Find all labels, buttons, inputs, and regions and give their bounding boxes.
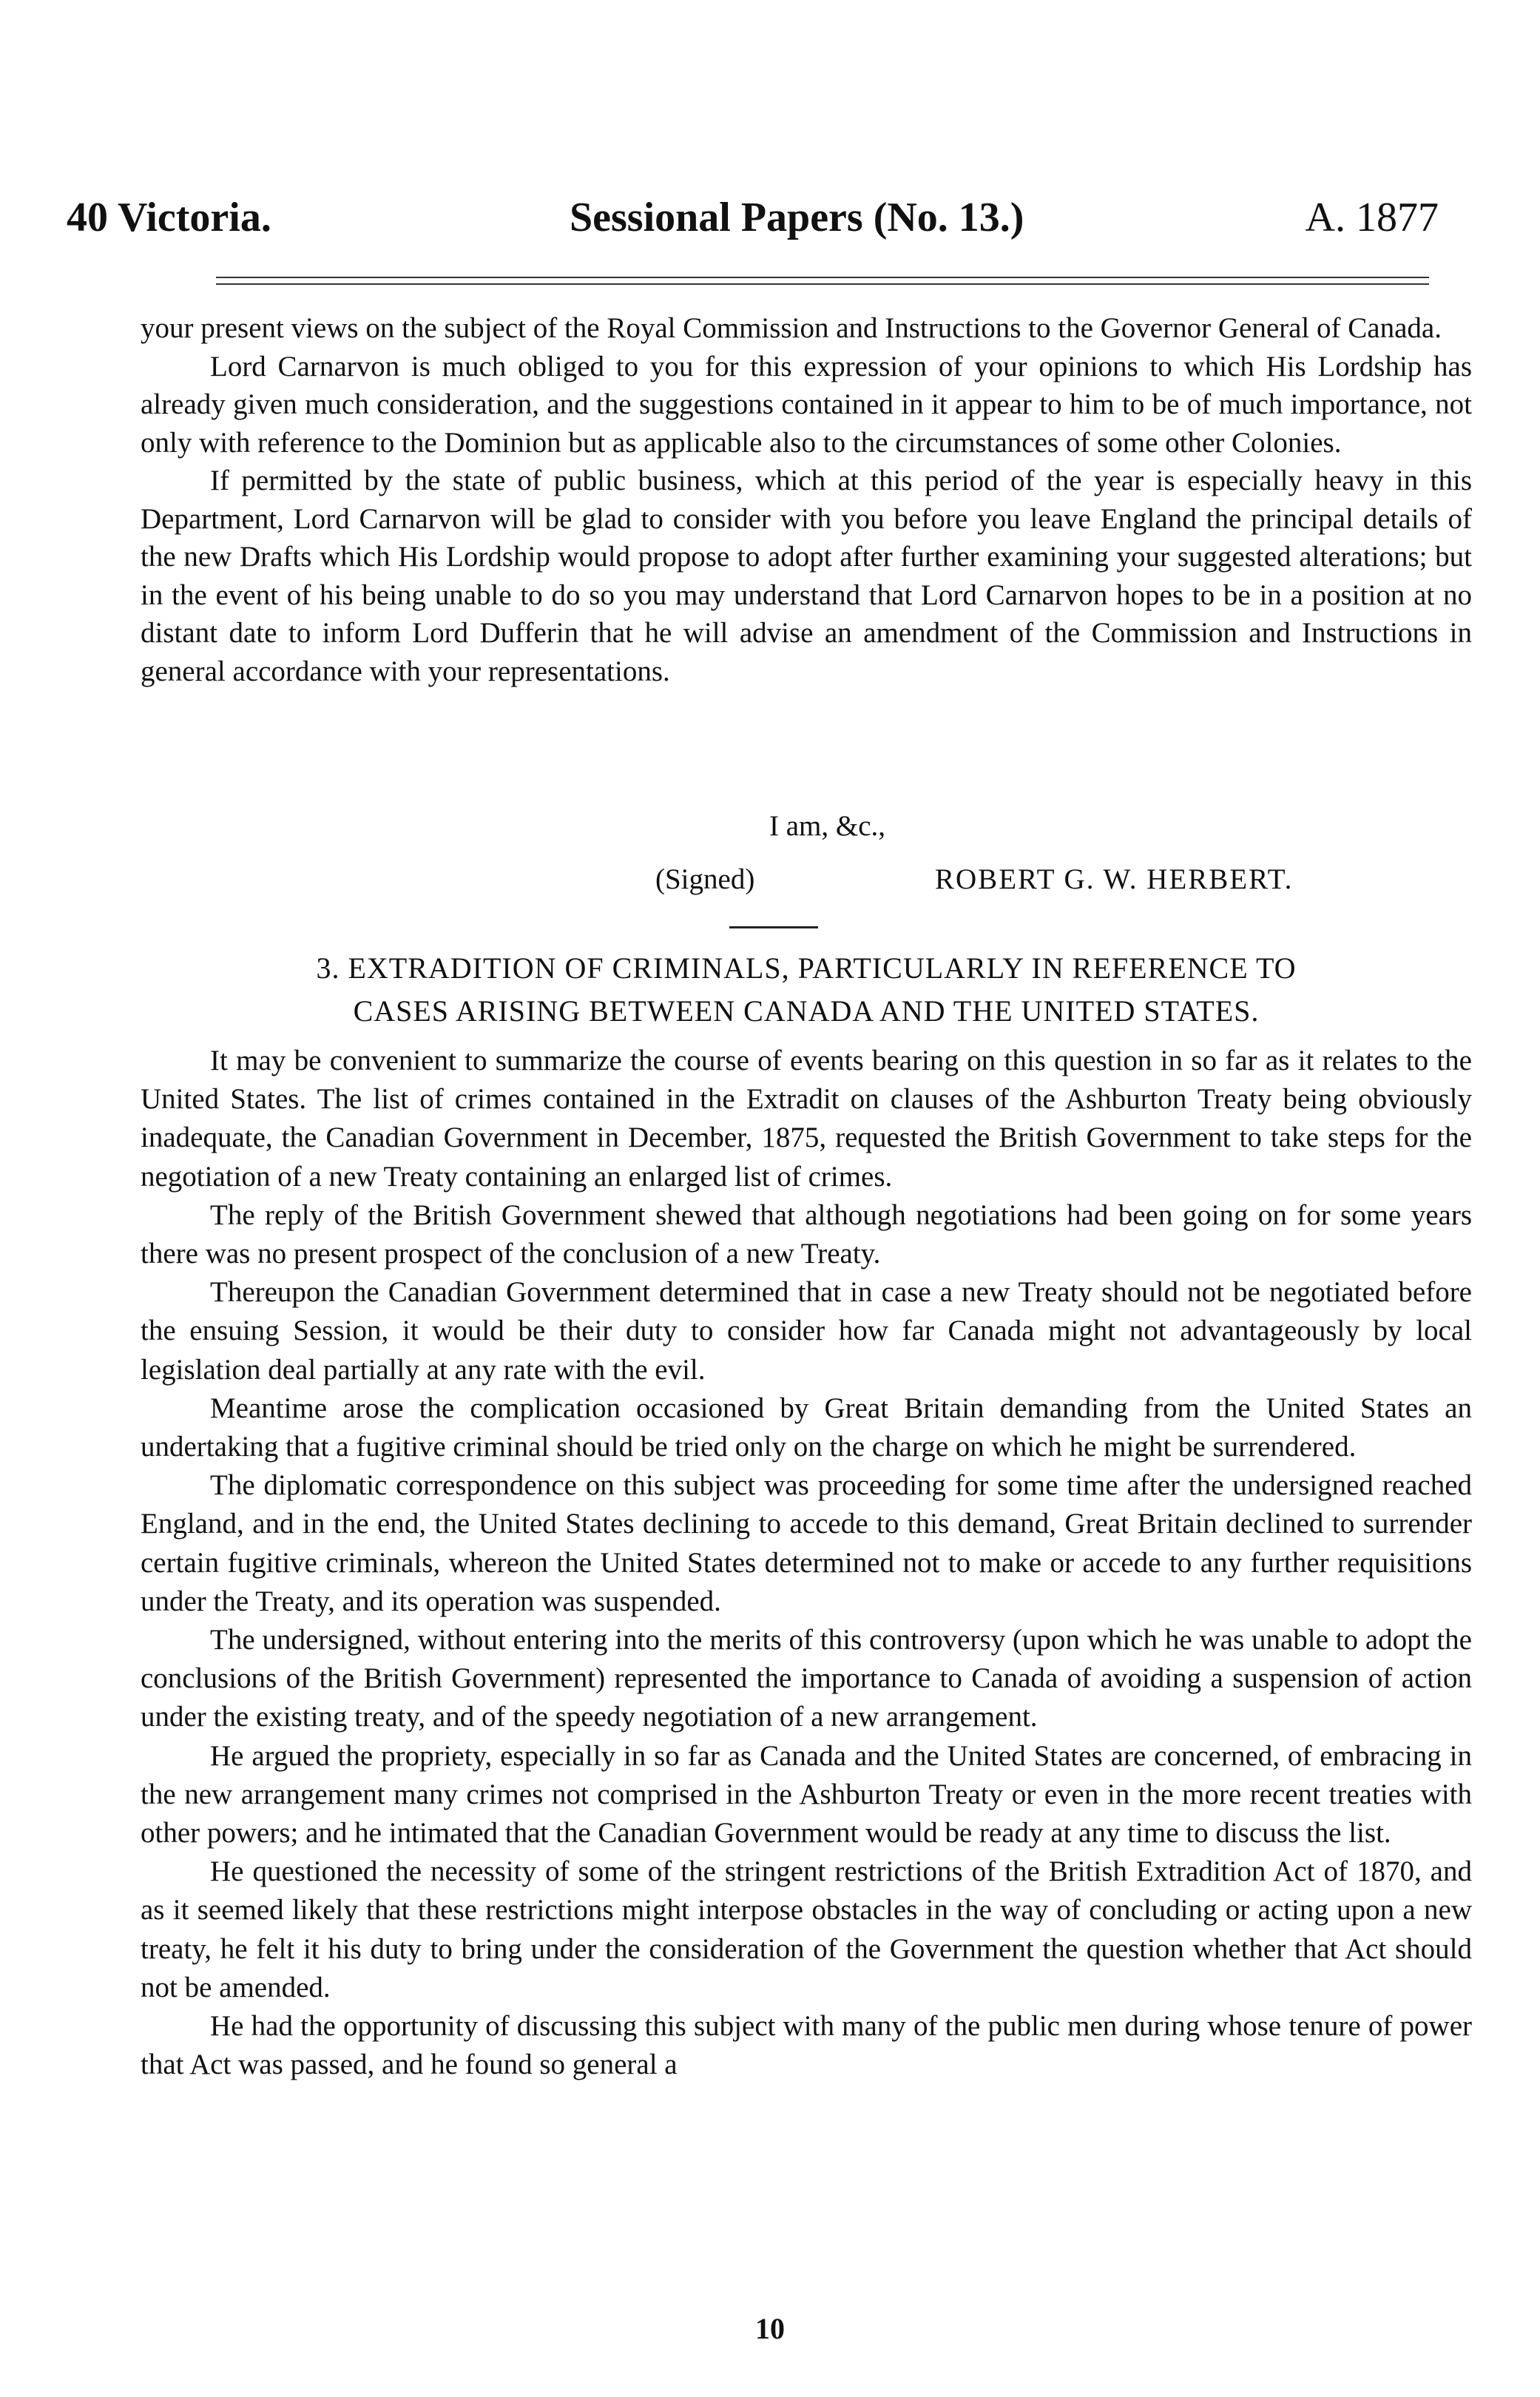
- paragraph: Thereupon the Canadian Government determined that in case a new Treaty should not be negotiated before the ensuing Session, it would be their duty to consider how far Canada might not advantageously by local legislation deal partially at any rate with the evil.: [141, 1276, 1472, 1386]
- paragraph: If permitted by the state of public business, which at this period of the year is especially heavy in this Department, Lord Carnarvon will be glad to consider with you before you leave England the principal details of the new Drafts which His Lordship would propose to adopt after further examining your suggested alterations; but in the event of his being unable to do so you may understand that Lord Carnarvon hopes to be in a position at no distant date to inform Lord Dufferin that he will advise an amendment of the Commission and Instructions in general accordance with your representations.: [141, 465, 1472, 687]
- header-year: A. 1877: [1305, 195, 1439, 240]
- paragraph: Lord Carnarvon is much obliged to you for this expression of your opinions to which His Lordship has already given much consideration, and the suggestions contained in it appear to him to be of much importance, not only with reference to the Dominion but as applicable also to the circumstances of some other Colonies.: [141, 350, 1472, 459]
- paragraph: He had the opportunity of discussing this subject with many of the public men during whose tenure of power that Act was passed, and he found so general a: [141, 2010, 1472, 2081]
- paragraph: your present views on the subject of the Royal Commission and Instructions to the Governor General of Canada.: [141, 312, 1442, 344]
- header-title: Sessional Papers (No. 13.): [570, 195, 1024, 240]
- signer-name: ROBERT G. W. HERBERT.: [935, 863, 1294, 895]
- section-heading-line: CASES ARISING BETWEEN CANADA AND THE UNITED STATES.: [353, 994, 1260, 1028]
- paragraph: He argued the propriety, especially in so far as Canada and the United States are concerned, of embracing in the new arrangement many crimes not comprised in the Ashburton Treaty or even in the more recent treaties with other powers; and he intimated that the Canadian Government would be ready at any time to discuss the list.: [141, 1739, 1472, 1850]
- paragraph: It may be convenient to summarize the course of events bearing on this question in so far as it relates to the United States. The list of crimes contained in the Extradit on clauses of the Ashburton Treaty being obviously inadequate, the Canadian Government in December, 1875, requested the British Government to take steps for the negotiation of a new Treaty containing an enlarged list of crimes.: [141, 1045, 1472, 1193]
- signed-label: (Signed): [655, 863, 755, 895]
- section-heading: [141, 947, 1472, 1033]
- header-divider: [216, 277, 1429, 285]
- page-number: 10: [755, 2312, 785, 2345]
- paragraph: Meantime arose the complication occasioned by Great Britain demanding from the United States an undertaking that a fugitive criminal should be tried only on the charge on which he might be surrendered.: [141, 1392, 1472, 1463]
- paragraph: The undersigned, without entering into the merits of this controversy (upon which he was unable to adopt the conclusions of the British Government) represented the importance to Canada of avoiding a suspension of action under the existing treaty, and of the speedy negotiation of a new arrangement.: [141, 1624, 1472, 1733]
- section-divider: [729, 926, 818, 928]
- closing-line: I am, &c.,: [769, 810, 886, 842]
- paragraph: The diplomatic correspondence on this subject was proceeding for some time after the undersigned reached England, and in the end, the United States declining to accede to this demand, Great Britain declined to surrender certain fugitive criminals, whereon the United States determined not to make or accede to any further requisitions under the Treaty, and its operation was suspended.: [141, 1469, 1472, 1617]
- header-volume: 40 Victoria.: [67, 195, 271, 240]
- page-header: [67, 194, 1472, 253]
- section-heading-line: 3. EXTRADITION OF CRIMINALS, PARTICULARLY IN REFERENCE TO: [316, 951, 1297, 985]
- paragraph: He questioned the necessity of some of the stringent restrictions of the British Extradition Act of 1870, and as it seemed likely that these restrictions might interpose obstacles in the way of concluding or acting upon a new treaty, he felt it his duty to bring under the consideration of the Government the question whether that Act should not be amended.: [141, 1855, 1472, 2003]
- letter-body: [141, 309, 1472, 690]
- paragraph: The reply of the British Government shewed that although negotiations had been going on for some years there was no present prospect of the conclusion of a new Treaty.: [141, 1198, 1472, 1270]
- section-body: [141, 1042, 1472, 2084]
